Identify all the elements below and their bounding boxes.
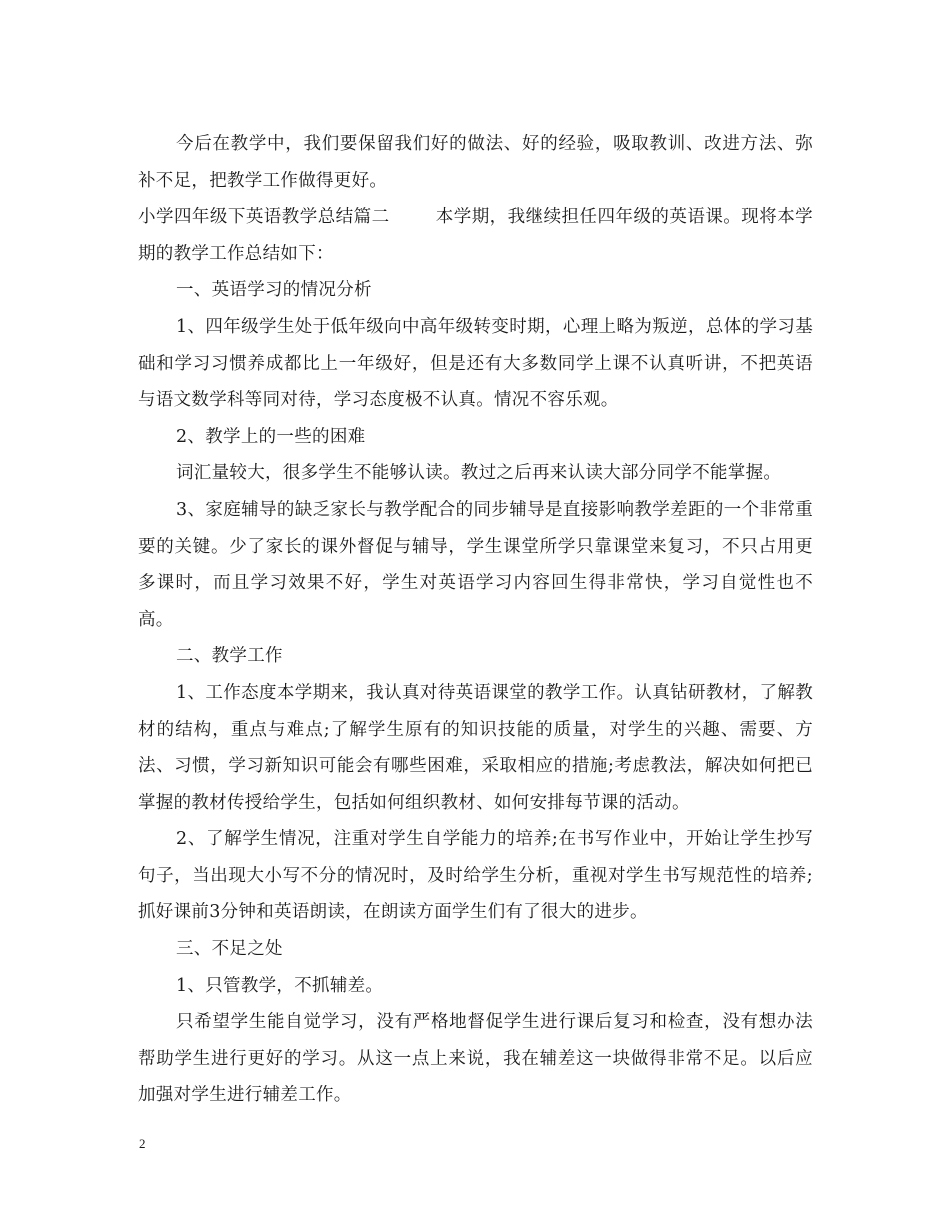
paragraph-work-1: 1、工作态度本学期来，我认真对待英语课堂的教学工作。认真钻研教材，了解教材的结构，重点与难点;了解学生原有的知识技能的质量，对学生的兴趣、需要、方法、习惯，学习新知识可能会有哪些困难，采取相应的措施;考虑教法，解决如何把已掌握的教材传授给学生，包括如何组织教材、如何安排每节课的活动。 xyxy=(138,682,813,813)
paragraph-work-2: 2、了解学生情况，注重对学生自学能力的培养;在书写作业中，开始让学生抄写句子，当出现大小写不分的情况时，及时给学生分析，重视对学生书写规范性的培养;抓好课前3分钟和英语朗读，在朗读方面学生们有了很大的进步。 xyxy=(138,829,813,923)
paragraph-analysis-3: 3、家庭辅导的缺乏家长与教学配合的同步辅导是直接影响教学差距的一个非常重要的关键。少了家长的课外督促与辅导，学生课堂所学只靠课堂来复习，不只占用更多课时，而且学习效果不好，学生对英语学习内容回生得非常快，学习自觉性也不高。 xyxy=(138,499,813,630)
heading-shortcomings: 三、不足之处 xyxy=(176,939,283,960)
paragraph-section-title xyxy=(138,199,813,272)
document-body xyxy=(138,126,813,1114)
paragraph-shortcoming-detail: 只希望学生能自觉学习，没有严格地督促学生进行课后复习和检查，没有想办法帮助学生进行更好的学习。从这一点上来说，我在辅差这一块做得非常不足。以后应加强对学生进行辅差工作。 xyxy=(138,1012,813,1106)
section-intro: 本学期，我继续担任四年级的英语课。现将本学期的教学工作总结如下： xyxy=(138,207,813,264)
page-number: 2 xyxy=(139,1136,146,1151)
heading-teaching-work: 二、教学工作 xyxy=(176,646,283,667)
paragraph-conclusion: 今后在教学中，我们要保留我们好的做法、好的经验，吸取教训、改进方法、弥补不足，把教学工作做得更好。 xyxy=(138,134,813,191)
paragraph-analysis-1: 1、四年级学生处于低年级向中高年级转变时期，心理上略为叛逆，总体的学习基础和学习习惯养成都比上一年级好，但是还有大多数同学上课不认真听讲，不把英语与语文数学科等同对待，学习态度极不认真。情况不容乐观。 xyxy=(138,316,813,411)
heading-analysis: 一、英语学习的情况分析 xyxy=(176,280,372,301)
paragraph-analysis-2: 2、教学上的一些的困难 xyxy=(176,426,366,447)
section-title: 小学四年级下英语教学总结篇二 xyxy=(138,207,390,228)
paragraph-vocabulary: 词汇量较大，很多学生不能够认读。教过之后再来认读大部分同学不能掌握。 xyxy=(176,463,782,484)
paragraph-shortcoming-1: 1、只管教学，不抓辅差。 xyxy=(176,975,384,996)
